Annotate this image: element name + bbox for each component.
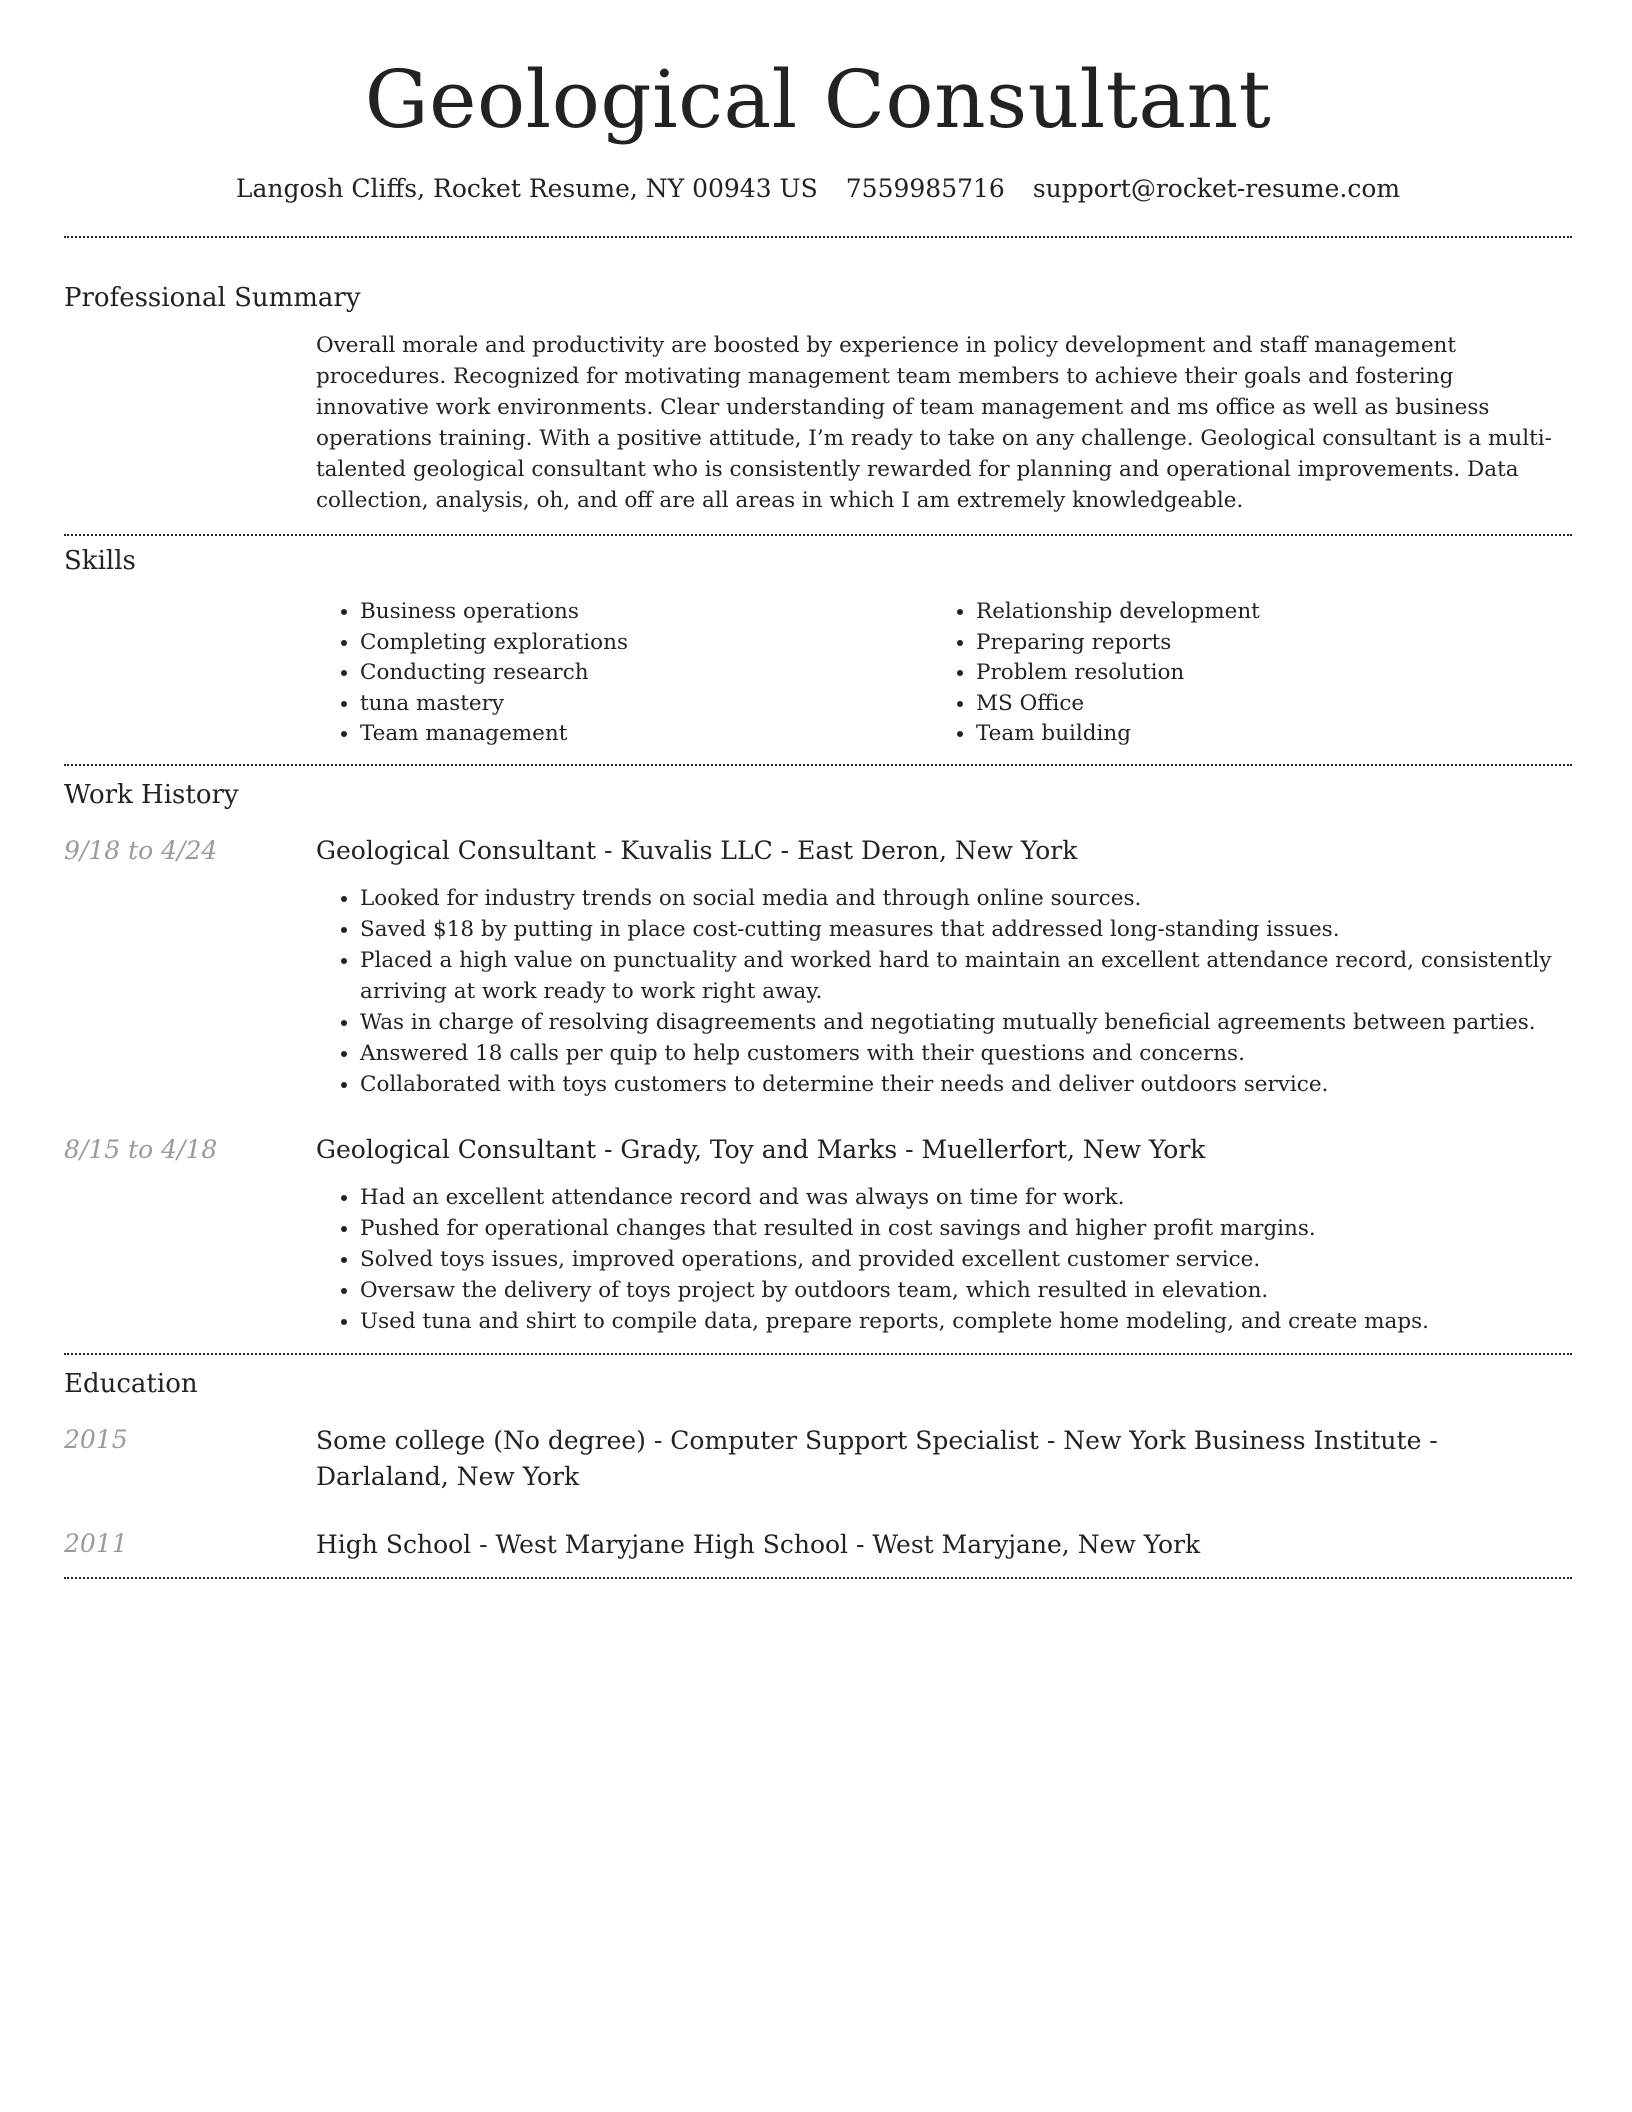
education-entry [64, 1423, 1572, 1495]
section-heading-education: Education [64, 1368, 198, 1399]
skill-item: • tuna mastery [360, 689, 932, 720]
education-entry [64, 1527, 1572, 1563]
job-bullet: • Saved $18 by putting in place cost-cutting measures that addressed long-standing issues. [360, 914, 1572, 945]
job-location: East Deron, New York [797, 835, 1078, 865]
education-degree: Some college (No degree) - Computer Support Specialist [316, 1425, 1039, 1455]
work-section [64, 778, 1572, 1337]
divider [64, 1353, 1572, 1355]
skill-item: • Business operations [360, 597, 932, 628]
job-bullets [316, 883, 1572, 1100]
separator: - [596, 835, 621, 865]
section-heading-work: Work History [64, 779, 239, 810]
skill-item: • Conducting research [360, 658, 932, 689]
skill-item: • Problem resolution [976, 658, 1548, 689]
divider [64, 1577, 1572, 1579]
section-heading-skills: Skills [64, 546, 136, 576]
job-bullet: • Placed a high value on punctuality and worked hard to maintain an excellent attendance record, consistently arriving at work ready to work right away. [360, 945, 1572, 1007]
education-school: - West Maryjane High School - West Maryjane, New York [471, 1529, 1201, 1559]
contact-address: Langosh Cliffs, Rocket Resume, NY 00943 US [235, 174, 818, 203]
skill-item: • Relationship development [976, 597, 1548, 628]
job-bullet: • Was in charge of resolving disagreements and negotiating mutually beneficial agreements between parties. [360, 1007, 1572, 1038]
resume-header [64, 0, 1572, 206]
job-entry [64, 1133, 1572, 1337]
job-company: Grady, Toy and Marks [620, 1134, 898, 1164]
separator: - [596, 1134, 621, 1164]
job-bullet: • Solved toys issues, improved operations, and provided excellent customer service. [360, 1244, 1572, 1275]
education-year: 2015 [64, 1424, 128, 1454]
job-heading [316, 834, 1572, 868]
job-dates: 9/18 to 4/24 [64, 835, 218, 865]
summary-section [64, 281, 1572, 516]
education-year: 2011 [64, 1528, 128, 1558]
skills-column-left [316, 597, 932, 750]
job-title: Geological Consultant [316, 1134, 597, 1164]
skills-list [316, 597, 1572, 750]
separator: - [897, 1134, 922, 1164]
job-title: Geological Consultant [316, 835, 597, 865]
job-heading [316, 1133, 1572, 1167]
skills-column-right [932, 597, 1548, 750]
divider [64, 236, 1572, 238]
resume-page [64, 0, 1572, 1579]
job-bullet: • Answered 18 calls per quip to help customers with their questions and concerns. [360, 1038, 1572, 1069]
section-heading-summary: Professional Summary [64, 283, 361, 313]
skill-item: • MS Office [976, 689, 1548, 720]
skill-item: • Completing explorations [360, 628, 932, 659]
job-company: Kuvalis LLC [620, 835, 773, 865]
job-bullets [316, 1182, 1572, 1337]
resume-title: Geological Consultant [364, 53, 1272, 146]
skills-section [64, 544, 1572, 750]
skill-item: • Team management [360, 719, 932, 750]
job-location: Muellerfort, New York [921, 1134, 1206, 1164]
education-school: - New York Business Institute - Darlaland, New York [316, 1425, 1438, 1491]
job-bullet: • Collaborated with toys customers to determine their needs and deliver outdoors service. [360, 1069, 1572, 1100]
job-bullet: • Used tuna and shirt to compile data, prepare reports, complete home modeling, and create maps. [360, 1306, 1572, 1337]
skill-item: • Preparing reports [976, 628, 1548, 659]
job-dates: 8/15 to 4/18 [64, 1134, 218, 1164]
education-degree: High School [316, 1529, 472, 1559]
divider [64, 534, 1572, 536]
divider [64, 764, 1572, 766]
job-bullet: • Oversaw the delivery of toys project by outdoors team, which resulted in elevation. [360, 1275, 1572, 1306]
separator: - [772, 835, 798, 865]
contact-email: support@rocket-resume.com [1032, 174, 1401, 203]
job-entry [64, 834, 1572, 1100]
job-bullet: • Had an excellent attendance record and was always on time for work. [360, 1182, 1572, 1213]
summary-text: Overall morale and productivity are boosted by experience in policy development and staff management procedures. Recognized for motivating management team members to achieve their goals and fostering innovative work environments. Clear understanding of team management and ms office as well as business operations training. With a positive attitude, I’m ready to take on any challenge. Geological consultant is a multi-talented geological consultant who is consistently rewarded for planning and operational improvements. Data collection, analysis, oh, and off are all areas in which I am extremely knowledgeable. [316, 333, 1552, 513]
contact-line [64, 172, 1572, 206]
skill-item: • Team building [976, 719, 1548, 750]
job-bullet: • Looked for industry trends on social media and through online sources. [360, 883, 1572, 914]
contact-phone: 7559985716 [845, 174, 1005, 203]
education-section [64, 1367, 1572, 1563]
job-bullet: • Pushed for operational changes that resulted in cost savings and higher profit margins. [360, 1213, 1572, 1244]
